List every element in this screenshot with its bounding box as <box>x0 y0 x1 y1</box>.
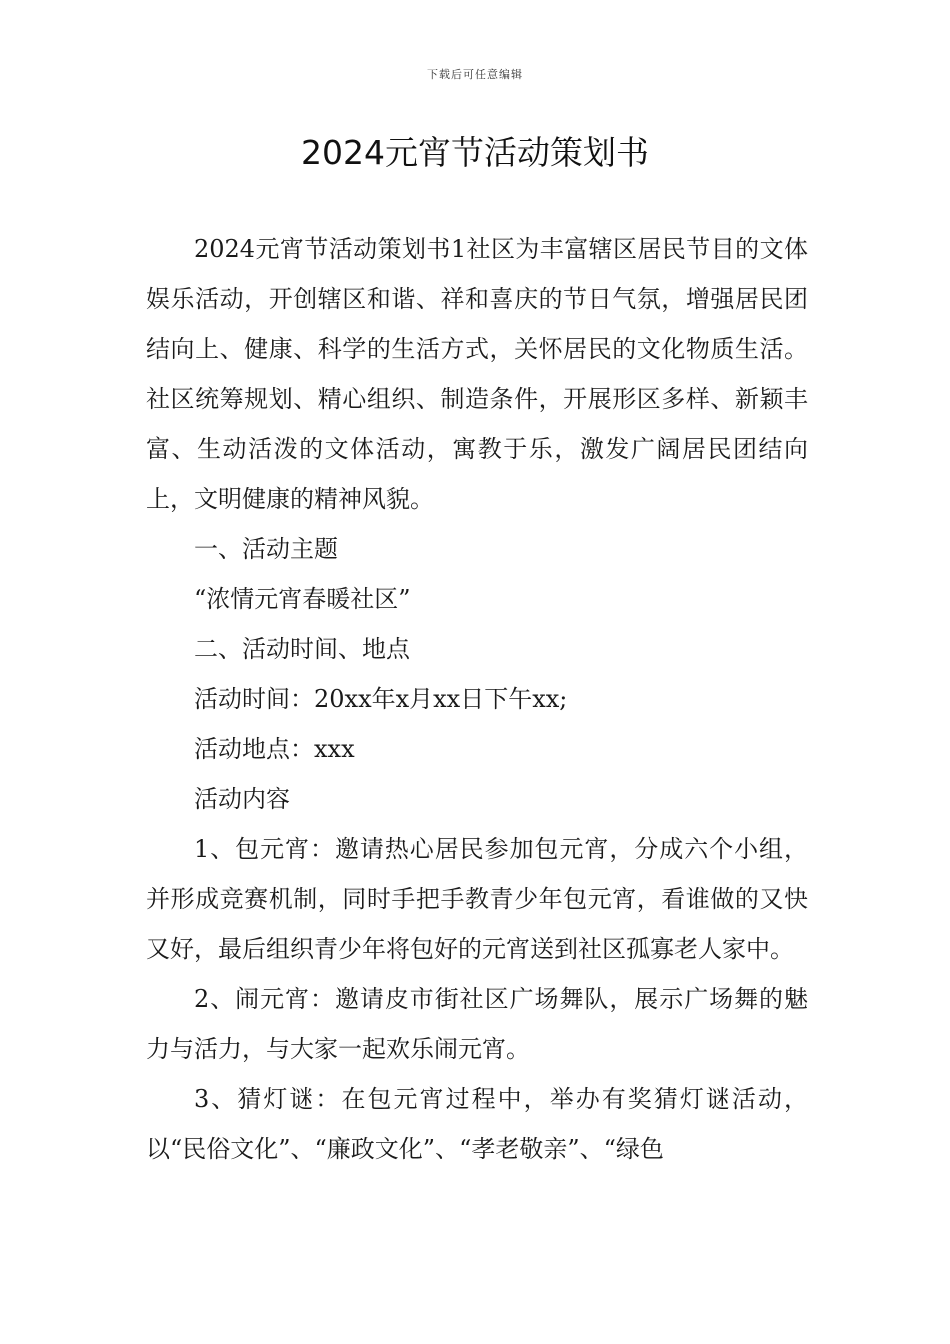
content-item-2: 2、闹元宵：邀请皮市街社区广场舞队，展示广场舞的魅力与活力，与大家一起欢乐闹元宵。 <box>146 985 808 1063</box>
content-item-3: 3、猜灯谜：在包元宵过程中，举办有奖猜灯谜活动，以“民俗文化”、“廉政文化”、“孝老敬亲”、“绿色 <box>146 1085 808 1163</box>
activity-time: 活动时间：20xx年x月xx日下午xx; <box>194 685 568 713</box>
intro-paragraph: 2024元宵节活动策划书1社区为丰富辖区居民节目的文体娱乐活动，开创辖区和谐、祥和喜庆的节日气氛，增强居民团结向上、健康、科学的生活方式，关怀居民的文化物质生活。社区统筹规划、精心组织、制造条件，开展形区多样、新颖丰富、生动活泼的文体活动，寓教于乐，激发广阔居民团结向上，文明健康的精神风貌。 <box>146 235 808 513</box>
theme-text: “浓情元宵春暖社区” <box>194 585 411 613</box>
section-heading-content: 活动内容 <box>194 785 290 813</box>
document-title: 2024元宵节活动策划书 <box>301 133 649 172</box>
content-item-1: 1、包元宵：邀请热心居民参加包元宵，分成六个小组，并形成竞赛机制，同时手把手教青少年包元宵，看谁做的又快又好，最后组织青少年将包好的元宵送到社区孤寡老人家中。 <box>146 835 808 963</box>
section-heading-time-place: 二、活动时间、地点 <box>194 635 410 663</box>
section-heading-theme: 一、活动主题 <box>194 535 338 563</box>
header-note: 下载后可任意编辑 <box>427 68 523 81</box>
document-body <box>146 224 808 1174</box>
activity-place: 活动地点：xxx <box>194 735 355 763</box>
